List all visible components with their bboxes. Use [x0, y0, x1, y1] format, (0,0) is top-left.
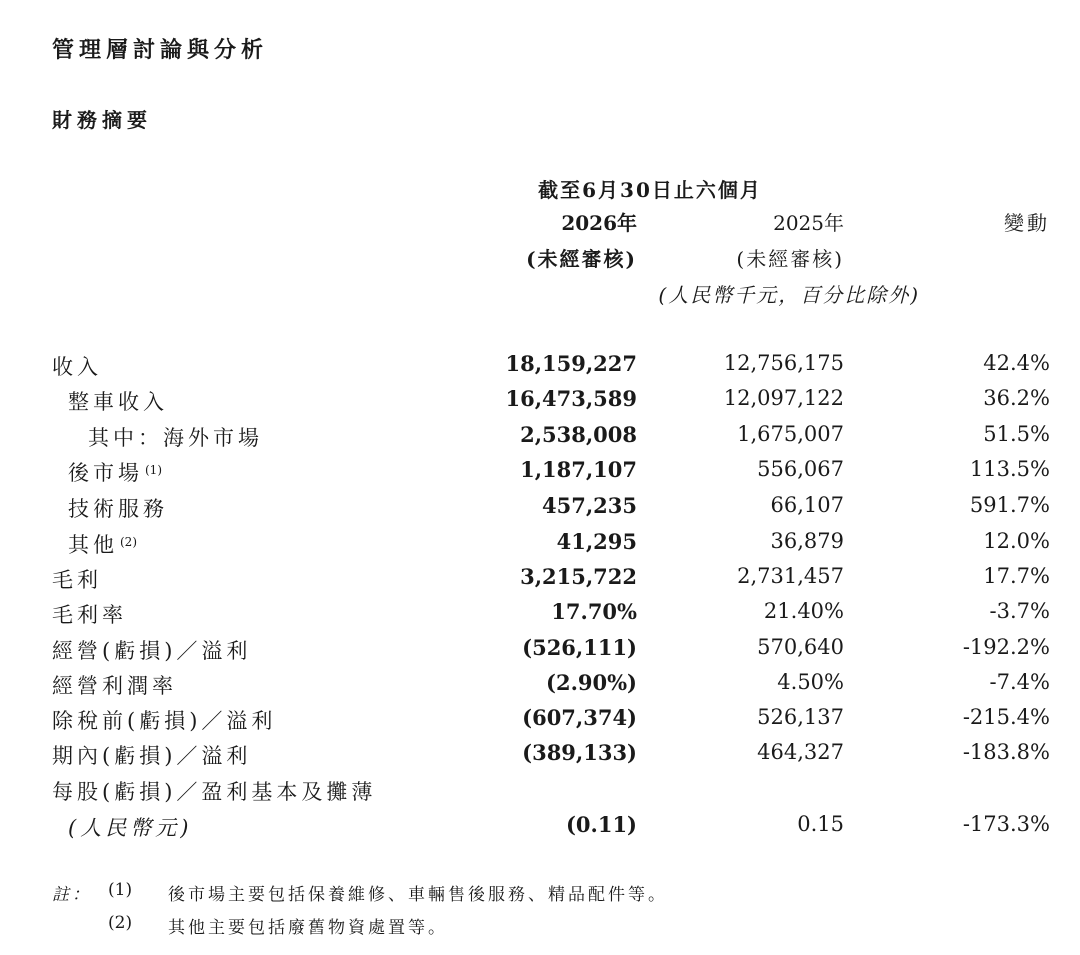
change-value: -215.4% — [962, 705, 1050, 729]
value-2025: 4.50% — [777, 670, 844, 694]
value-2025: 66,107 — [770, 493, 844, 517]
value-2025: 556,067 — [757, 457, 844, 481]
table-row — [0, 560, 1080, 596]
value-2025: 21.40% — [763, 599, 844, 623]
footnote-marker: (2) — [120, 535, 137, 549]
row-label: 其中：海外市場 — [88, 426, 263, 450]
value-2026: (0.11) — [565, 812, 637, 837]
row-label: 毛利 — [52, 568, 102, 592]
row-label: 期內(虧損)／溢利 — [52, 744, 252, 768]
section-title: 財務摘要 — [52, 108, 152, 132]
value-2026: (526,111) — [522, 635, 637, 660]
table-row — [0, 489, 1080, 525]
row-label: (人民幣元) — [68, 816, 193, 840]
value-2026: (389,133) — [522, 740, 637, 765]
table-row — [0, 453, 1080, 489]
change-value: -183.8% — [962, 740, 1050, 764]
row-label: 技術服務 — [68, 497, 168, 521]
change-value: 51.5% — [983, 422, 1050, 446]
value-2025: 526,137 — [757, 705, 844, 729]
value-2026: 16,473,589 — [505, 386, 637, 411]
table-row — [0, 772, 1080, 808]
row-label: 後市場 $^{(1)}$ — [68, 461, 162, 485]
value-2025: 0.15 — [797, 812, 844, 836]
notes-label: 註： — [52, 885, 92, 905]
row-label: 收入 — [52, 355, 102, 379]
value-2025: 1,675,007 — [737, 422, 844, 446]
note-number: (1) — [108, 880, 133, 900]
value-2026: 3,215,722 — [520, 564, 637, 589]
unit-note: (人民幣千元，百分比除外) — [658, 283, 920, 307]
value-2025: 464,327 — [757, 740, 844, 764]
page-title: 管理層討論與分析 — [52, 37, 269, 63]
value-2025: 36,879 — [770, 529, 844, 553]
change-value: 113.5% — [969, 457, 1050, 481]
audit-2025-note: (未經審核) — [736, 247, 844, 271]
table-row — [0, 808, 1080, 844]
table-row — [0, 418, 1080, 454]
value-2026: 17.70% — [551, 599, 637, 624]
value-2026: (2.90%) — [546, 670, 637, 695]
value-2025: 570,640 — [757, 635, 844, 659]
footnote-marker: (1) — [145, 463, 162, 477]
change-value: -7.4% — [989, 670, 1050, 694]
period-header: 截至6月30日止六個月 — [538, 178, 762, 202]
table-row — [0, 701, 1080, 737]
value-2025: 2,731,457 — [737, 564, 844, 588]
note-text: 後市場主要包括保養維修、車輛售後服務、精品配件等。 — [168, 885, 668, 905]
table-row — [0, 525, 1080, 561]
value-2025: 12,097,122 — [723, 386, 844, 410]
note-number: (2) — [108, 913, 133, 933]
year-2025-header: 2025年 — [773, 211, 844, 235]
row-label: 每股(虧損)／盈利基本及攤薄 — [52, 780, 377, 804]
change-value: 591.7% — [969, 493, 1050, 517]
change-value: 12.0% — [983, 529, 1050, 553]
note-text: 其他主要包括廢舊物資處置等。 — [168, 918, 448, 938]
table-row — [0, 347, 1080, 383]
change-value: 17.7% — [983, 564, 1050, 588]
change-value: -3.7% — [989, 599, 1050, 623]
row-label: 經營(虧損)／溢利 — [52, 639, 252, 663]
value-2026: 18,159,227 — [505, 351, 637, 376]
value-2026: 41,295 — [556, 529, 637, 554]
row-label: 毛利率 — [52, 603, 127, 627]
row-label: 經營利潤率 — [52, 674, 177, 698]
table-row — [0, 736, 1080, 772]
table-row — [0, 382, 1080, 418]
change-value: 42.4% — [983, 351, 1050, 375]
row-label: 除稅前(虧損)／溢利 — [52, 709, 277, 733]
audit-2026-note: (未經審核) — [526, 247, 637, 271]
change-value: -192.2% — [962, 635, 1050, 659]
change-value: 36.2% — [983, 386, 1050, 410]
value-2025: 12,756,175 — [723, 351, 844, 375]
table-row — [0, 595, 1080, 631]
row-label: 整車收入 — [68, 390, 168, 414]
table-row — [0, 666, 1080, 702]
value-2026: (607,374) — [522, 705, 637, 730]
row-label: 其他 $^{(2)}$ — [68, 533, 137, 557]
change-value: -173.3% — [962, 812, 1050, 836]
change-header: 變動 — [1004, 211, 1050, 235]
year-2026-header: 2026年 — [561, 211, 637, 235]
value-2026: 1,187,107 — [520, 457, 637, 482]
table-row — [0, 631, 1080, 667]
value-2026: 2,538,008 — [520, 422, 637, 447]
value-2026: 457,235 — [542, 493, 637, 518]
